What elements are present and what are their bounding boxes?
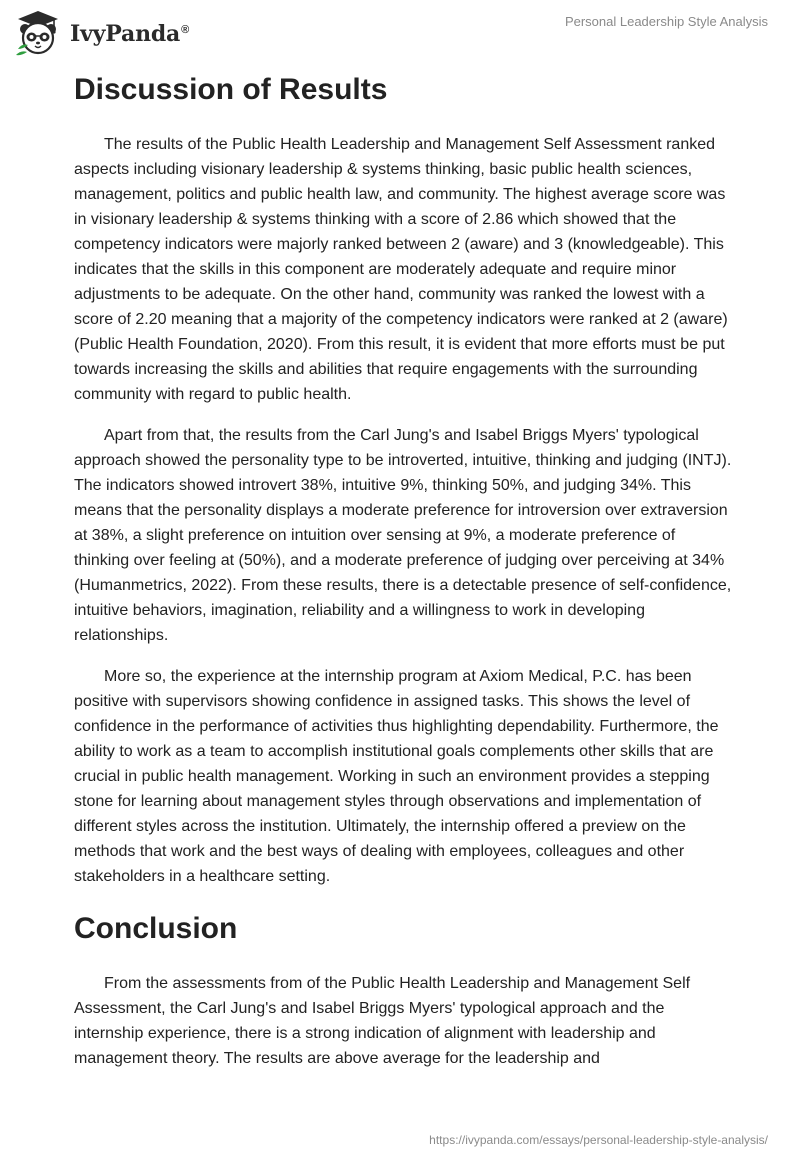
paragraph: Apart from that, the results from the Carl Jung's and Isabel Briggs Myers' typological approach showed the personality type to be introverted, intuitive, thinking and judging (INTJ). The indicators showed introvert 38%, intuitive 9%, thinking 50%, and judging 34%. This means that the personality displays a moderate preference for introversion over extraversion at 38%, a slight preference on intuition over sensing at 9%, a moderate preference of thinking over feeling at (50%), and a moderate preference of judging over perceiving at 34% (Humanmetrics, 2022). From these results, there is a detectable presence of self-confidence, intuitive behaviors, imagination, reliability and a willingness to work in developing relationships. bbox=[74, 427, 732, 644]
essay-body bbox=[74, 66, 734, 1087]
paragraph: From the assessments from of the Public Health Leadership and Management Self Assessment, the Carl Jung's and Isabel Briggs Myers' typological approach and the internship experience, there is a strong indication of alignment with leadership and management theory. The results are above average for the leadership and bbox=[74, 975, 691, 1067]
brand-logo[interactable] bbox=[14, 8, 189, 58]
brand-name: IvyPanda® bbox=[70, 21, 190, 47]
paragraph: More so, the experience at the internship program at Axiom Medical, P.C. has been positive with supervisors showing confidence in assigned tasks. This shows the level of confidence in the performance of activities thus highlighting dependability. Furthermore, the ability to work as a team to accomplish institutional goals complements other skills that are crucial in public health management. Working in such an environment provides a stepping stone for learning about management styles through observations and implementation of different styles across the institution. Ultimately, the internship offered a preview on the methods that work and the best ways of dealing with employees, colleagues and other stakeholders in a healthcare setting. bbox=[74, 668, 719, 885]
section-heading-conclusion: Conclusion bbox=[74, 912, 238, 945]
paragraph: The results of the Public Health Leadership and Management Self Assessment ranked aspects including visionary leadership & systems thinking, basic public health sciences, management, politics and public health law, and community. The highest average score was in visionary leadership & systems thinking with a score of 2.86 which showed that the competency indicators were majorly ranked between 2 (aware) and 3 (knowledgeable). This indicates that the skills in this component are moderately adequate and require minor adjustments to be adequate. On the other hand, community was ranked the lowest with a score of 2.20 meaning that a majority of the competency indicators were ranked at 2 (aware) (Public Health Foundation, 2020). From this result, it is evident that more efforts must be put towards increasing the skills and abilities that require engagements with the surrounding community with regard to public health. bbox=[74, 136, 728, 403]
section-heading-discussion: Discussion of Results bbox=[74, 73, 388, 106]
source-url-link[interactable]: https://ivypanda.com/essays/personal-leadership-style-analysis/ bbox=[429, 1133, 768, 1147]
document-title: Personal Leadership Style Analysis bbox=[564, 14, 768, 29]
registered-mark: ® bbox=[181, 23, 190, 36]
page-header bbox=[0, 0, 800, 64]
panda-graduate-icon bbox=[14, 9, 62, 57]
